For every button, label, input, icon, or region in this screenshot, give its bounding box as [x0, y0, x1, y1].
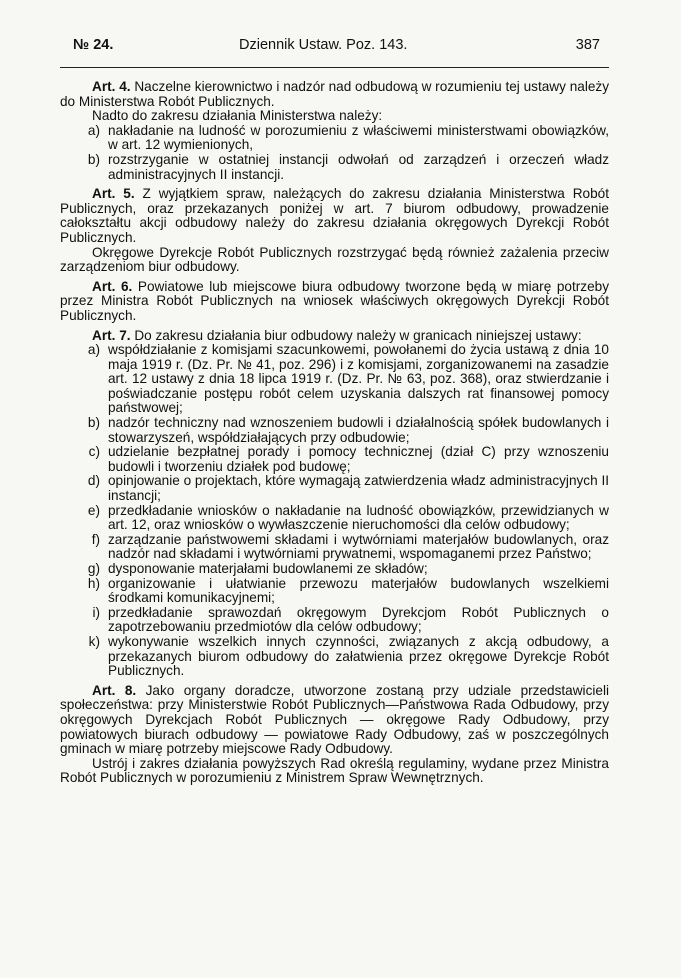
article-text: Jako organy doradcze, utworzone zostaną przy udziale przedstawicieli społeczeństwa: przy Ministerstwie Robót Publicznych—Państwowa Rada Odbudowy, przy okręgowych Dyrekcjach Robót Publicznych — okręgowe Rady Odbudowy, przy powiatowych biurach odbudowy — powiatowe Rady Odbudowy, zaś w poszczególnych gminach w miarę potrzeby miejscowe Rady Odbudowy.: [60, 682, 609, 757]
document-body: [60, 80, 609, 786]
list-item: e) przedkładanie wniosków o nakładanie na ludność obowiązków, przewidzianych w art. 12, oraz wniosków o wywłaszczenie nieruchomości dla celów odbudowy;: [87, 502, 609, 533]
list-item: i) przedkładanie sprawozdań okręgowym Dyrekcjom Robót Publicznych o zapotrzebowaniu przedmiotów dla celów odbudowy;: [92, 604, 609, 635]
article-label: Art. 5.: [92, 186, 135, 202]
article-label: Art. 6.: [92, 278, 133, 294]
article-label: Art. 8.: [92, 682, 137, 698]
article-4-list: [60, 124, 609, 182]
article-text: Powiatowe lub miejscowe biura odbudowy tworzone będą w miarę potrzeby przez Ministra Robót Publicznych na wniosek właściwych okręgowych Dyrekcji Robót Publicznych.: [60, 278, 609, 323]
article-label: Art. 7.: [92, 327, 131, 343]
list-item: k) wykonywanie wszelkich innych czynności, związanych z akcją odbudowy, a przekazanych biurom odbudowy do załatwienia przez okręgowe Dyrekcje Robót Publicznych.: [88, 633, 609, 679]
article-5: [60, 187, 609, 275]
header-rule: [60, 67, 609, 68]
article-6: [60, 280, 609, 324]
list-item: a) nakładanie na ludność w porozumieniu z właściwemi ministerstwami obowiązków, w art. 12 wymienionych,: [87, 122, 609, 153]
page-number: 387: [575, 37, 600, 53]
article-7: [60, 329, 609, 679]
article-text: Naczelne kierownictwo i nadzór nad odbudową w rozumieniu tej ustawy należy do Ministerstwa Robót Publicznych.: [60, 79, 609, 109]
issue-number: № 24.: [73, 37, 114, 53]
article-paragraph: Okręgowe Dyrekcje Robót Publicznych rozstrzygać będą również zażalenia przeciw zarządzeniom biur odbudowy.: [60, 244, 609, 275]
article-intro: Nadto do zakresu działania Ministerstwa należy:: [92, 108, 383, 124]
journal-title: Dziennik Ustaw. Poz. 143.: [239, 37, 408, 53]
list-item: h) organizowanie i ułatwianie przewozu materjałów budowlanych wszelkiemi środkami komunikacyjnemi;: [87, 575, 609, 606]
list-item: f) zarządzanie państwowemi składami i wytwórniami materjałów budowlanych, oraz nadzór nad składami i wytwórniami prywatnemi, wspomaganemi przez Państwo;: [91, 531, 609, 562]
page-header: [73, 34, 600, 58]
article-label: Art. 4.: [92, 79, 131, 94]
article-4: [60, 80, 609, 182]
article-text: Do zakresu działania biur odbudowy należy w granicach niniejszej ustawy:: [134, 327, 582, 343]
list-item: d) opinjowanie o projektach, które wymagają zatwierdzenia władz administracyjnych II instancji;: [87, 473, 609, 504]
article-8: [60, 684, 609, 786]
list-item: c) udzielanie bezpłatnej porady i pomocy technicznej (dział C) przy wznoszeniu budowli i tworzeniu działek pod budowę;: [88, 444, 609, 474]
article-text: Z wyjątkiem spraw, należących do zakresu działania Ministerstwa Robót Publicznych, oraz przekazanych poniżej w art. 7 biurom odbudowy, prowadzenie całokształtu akcji odbudowy należy do zakresu działania okręgowych Dyrekcji Robót Publicznych.: [60, 186, 609, 245]
list-item: b) rozstrzyganie w ostatniej instancji odwołań od zarządzeń i orzeczeń władz administracyjnych II instancji.: [87, 151, 609, 182]
list-item: b) nadzór techniczny nad wznoszeniem budowli i działalnością spółek budowlanych i stowarzyszeń, współdziałających przy odbudowie;: [87, 415, 609, 445]
list-item: a) współdziałanie z komisjami szacunkowemi, powołanemi do życia ustawą z dnia 10 maja 1919 r. (Dz. Pr. № 41, poz. 296) i z komisjami, zorganizowanemi na zasadzie art. 12 ustawy z dnia 18 lipca 1919 r. (Dz. Pr. № 63, poz. 368), oraz stwierdzanie i poświadczanie postępu robót celem uzyskania dalszych rat finansowej pomocy państwowej;: [87, 342, 609, 416]
article-7-list: [60, 343, 609, 679]
list-item: g) dysponowanie materjałami budowlanemi ze składów;: [87, 561, 428, 576]
article-paragraph: Ustrój i zakres działania powyższych Rad określą regulaminy, wydane przez Ministra Robót Publicznych w porozumieniu z Ministrem Spraw Wewnętrznych.: [60, 755, 609, 786]
